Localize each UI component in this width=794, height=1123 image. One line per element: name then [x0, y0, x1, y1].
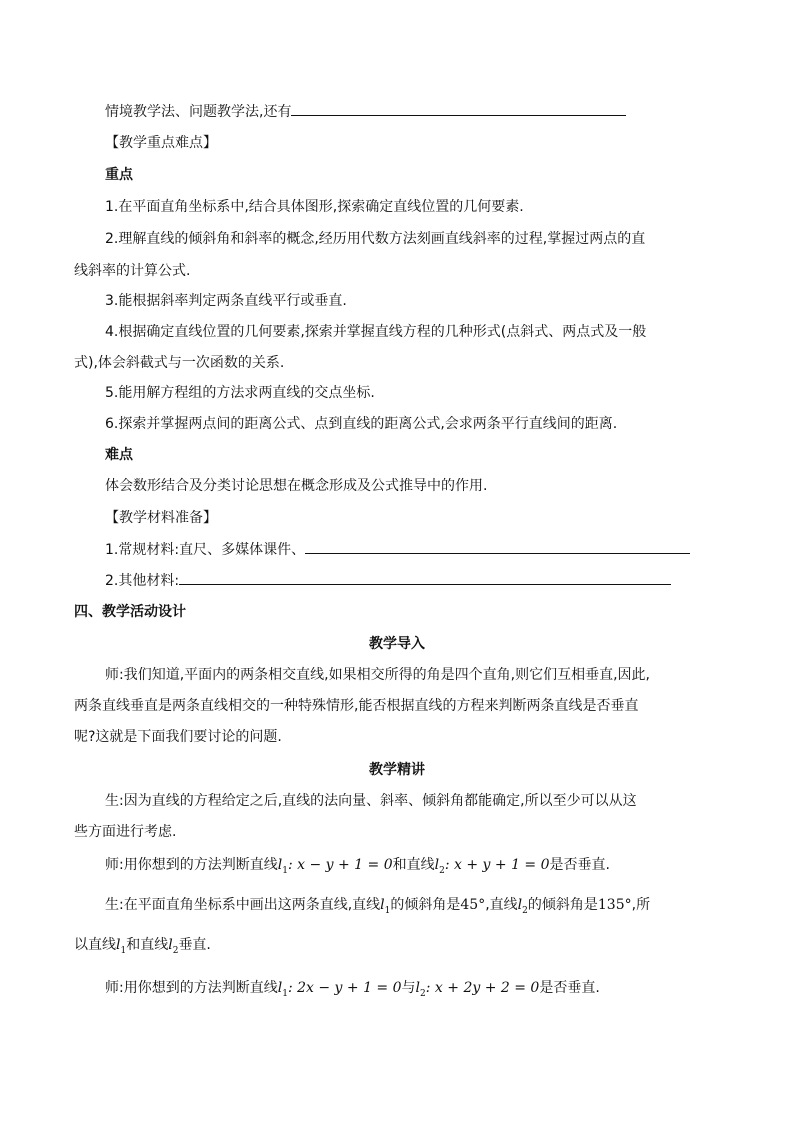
- intro-line-2: 两条直线垂直是两条直线相交的一种特殊情形,能否根据直线的方程来判断两条直线是否垂直: [74, 698, 639, 714]
- a1-l1-letter: l: [380, 897, 385, 913]
- answer-1-line-1: [105, 895, 650, 921]
- a1-l2-letter: l: [517, 897, 523, 913]
- intro-line-1: 师:我们知道,平面内的两条相交直线,如果相交所得的角是四个直角,则它们互相垂直,因此,: [105, 667, 650, 683]
- difficulty-text: 体会数形结合及分类讨论思想在概念形成及公式推导中的作用.: [105, 478, 488, 494]
- a1-line2-l1-sub: 1: [120, 945, 127, 956]
- a1-line2-mid: 和直线: [126, 937, 169, 953]
- q2-l2-letter: l: [415, 980, 421, 996]
- q2-l2-sub: 2: [420, 988, 426, 999]
- q1-l1-equation: : x − y + 1 = 0: [287, 857, 393, 873]
- materials-2: [105, 570, 671, 591]
- key-point-5: 5.能用解方程组的方法求两直线的交点坐标.: [105, 385, 375, 401]
- q1-mid: 和直线: [392, 857, 435, 873]
- q1-suffix: 是否垂直.: [549, 857, 610, 873]
- key-point-4: 4.根据确定直线位置的几何要素,探索并掌握直线方程的几种形式(点斜式、两点式及一般: [105, 324, 647, 340]
- key-point-2-cont: 线斜率的计算公式.: [74, 263, 191, 279]
- a1-line2-l1-letter: l: [116, 937, 121, 953]
- a1-angle-1: 45°: [460, 897, 486, 913]
- q2-mid: 与: [401, 980, 416, 996]
- a1-line2-l2-sub: 2: [172, 945, 179, 956]
- q2-suffix: 是否垂直.: [539, 980, 600, 996]
- key-point-4-cont: 式),体会斜截式与一次函数的关系.: [74, 355, 285, 371]
- answer-1-line-2: [74, 935, 211, 961]
- a1-mid2: ,直线: [485, 897, 518, 913]
- materials-2-blank[interactable]: [179, 570, 671, 585]
- materials-heading: 【教学材料准备】: [105, 510, 217, 526]
- key-label: 重点: [105, 167, 133, 183]
- section-four-heading: 四、教学活动设计: [74, 604, 186, 620]
- materials-1-blank[interactable]: [305, 539, 690, 554]
- q1-l1-letter: l: [277, 857, 283, 873]
- a1-mid3: 的倾斜角是: [527, 897, 598, 913]
- q2-prefix: 师:用你想到的方法判断直线: [105, 980, 278, 996]
- q2-l1-letter: l: [277, 980, 283, 996]
- q1-prefix: 师:用你想到的方法判断直线: [105, 857, 278, 873]
- key-point-6: 6.探索并掌握两点间的距离公式、点到直线的距离公式,会求两条平行直线间的距离.: [105, 416, 618, 432]
- a1-angle-2: 135°: [597, 897, 632, 913]
- a1-prefix: 生:在平面直角坐标系中画出这两条直线,直线: [105, 897, 381, 913]
- a1-suffix: ,所: [631, 897, 651, 913]
- a1-mid1: 的倾斜角是: [390, 897, 461, 913]
- methods-text: 情境教学法、问题教学法,还有: [105, 104, 292, 120]
- intro-title: 教学导入: [369, 636, 425, 652]
- lecture-line-1: 生:因为直线的方程给定之后,直线的法向量、斜率、倾斜角都能确定,所以至少可以从这: [105, 793, 637, 809]
- materials-1-text: 1.常规材料:直尺、多媒体课件、: [105, 542, 306, 558]
- q1-l2-letter: l: [434, 857, 440, 873]
- q1-l1-sub: 1: [282, 865, 288, 876]
- a1-line2-l2-letter: l: [168, 937, 173, 953]
- a1-line2-suffix: 垂直.: [178, 937, 211, 953]
- q1-l2-sub: 2: [439, 865, 445, 876]
- key-point-2: 2.理解直线的倾斜角和斜率的概念,经历用代数方法刻画直线斜率的过程,掌握过两点的直: [105, 231, 646, 247]
- intro-line-3: 呢?这就是下面我们要讨论的问题.: [74, 729, 282, 745]
- q2-l1-sub: 1: [282, 988, 288, 999]
- methods-blank[interactable]: [291, 101, 626, 116]
- lecture-line-2: 些方面进行考虑.: [74, 824, 177, 840]
- question-1: [105, 855, 610, 881]
- materials-2-text: 2.其他材料:: [105, 573, 180, 589]
- q1-l2-equation: : x + y + 1 = 0: [444, 857, 550, 873]
- a1-line2-prefix: 以直线: [74, 937, 116, 953]
- materials-1: [105, 539, 690, 560]
- question-2: [105, 978, 600, 1004]
- methods-line: [105, 101, 626, 122]
- lecture-title: 教学精讲: [369, 762, 425, 778]
- a1-l1-sub: 1: [384, 905, 391, 916]
- difficulty-label: 难点: [105, 447, 133, 463]
- key-point-3: 3.能根据斜率判定两条直线平行或垂直.: [105, 293, 347, 309]
- a1-l2-sub: 2: [522, 905, 528, 916]
- q2-l2-equation: : x + 2y + 2 = 0: [425, 980, 540, 996]
- key-points-heading: 【教学重点难点】: [105, 135, 217, 151]
- q2-l1-equation: : 2x − y + 1 = 0: [287, 980, 402, 996]
- key-point-1: 1.在平面直角坐标系中,结合具体图形,探索确定直线位置的几何要素.: [105, 199, 524, 215]
